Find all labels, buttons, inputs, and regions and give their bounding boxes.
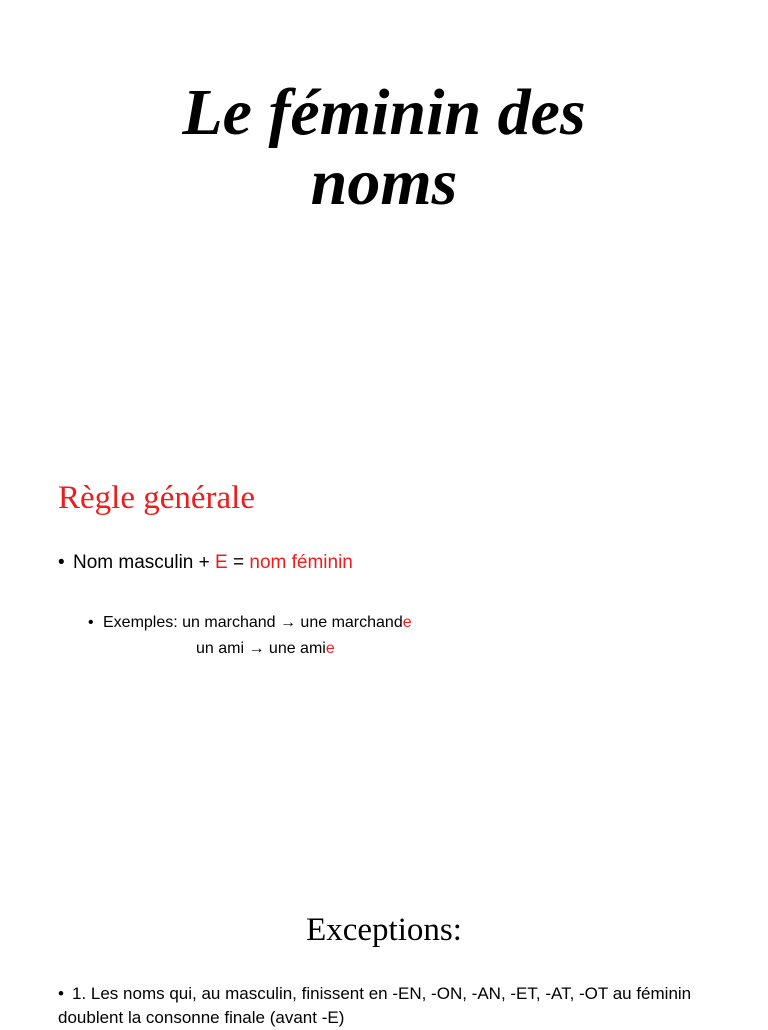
example-2-text: un ami → une ami	[196, 640, 326, 657]
example-line-2	[88, 636, 412, 662]
exception-1-text: 1. Les noms qui, au masculin, finissent en -EN, -ON, -AN, -ET, -AT, -OT au féminin doublent la consonne finale (avant -E)	[58, 984, 692, 1027]
rule-highlight-e: E	[215, 552, 228, 573]
examples-list	[88, 610, 412, 662]
rule-bullet-item	[58, 550, 353, 576]
exception-item-1	[58, 982, 718, 1030]
example-1-text: Exemples: un marchand → une marchand	[103, 614, 403, 631]
title-line-2: noms	[310, 146, 458, 219]
bullet-icon: •	[58, 984, 64, 1003]
example-2-suffix: e	[325, 640, 335, 657]
bullet-icon: •	[88, 614, 94, 631]
rule-text-part1: Nom masculin +	[73, 552, 216, 573]
example-line-1	[88, 610, 412, 636]
example-1-suffix: e	[402, 614, 412, 631]
bullet-icon: •	[58, 552, 65, 573]
rule-highlight-result: nom féminin	[249, 552, 353, 573]
page-title	[0, 78, 768, 218]
section-heading-regle: Règle générale	[58, 480, 255, 516]
rule-text-part2: =	[227, 552, 250, 573]
exceptions-heading: Exceptions:	[306, 912, 462, 948]
title-line-1: Le féminin des	[182, 76, 586, 149]
